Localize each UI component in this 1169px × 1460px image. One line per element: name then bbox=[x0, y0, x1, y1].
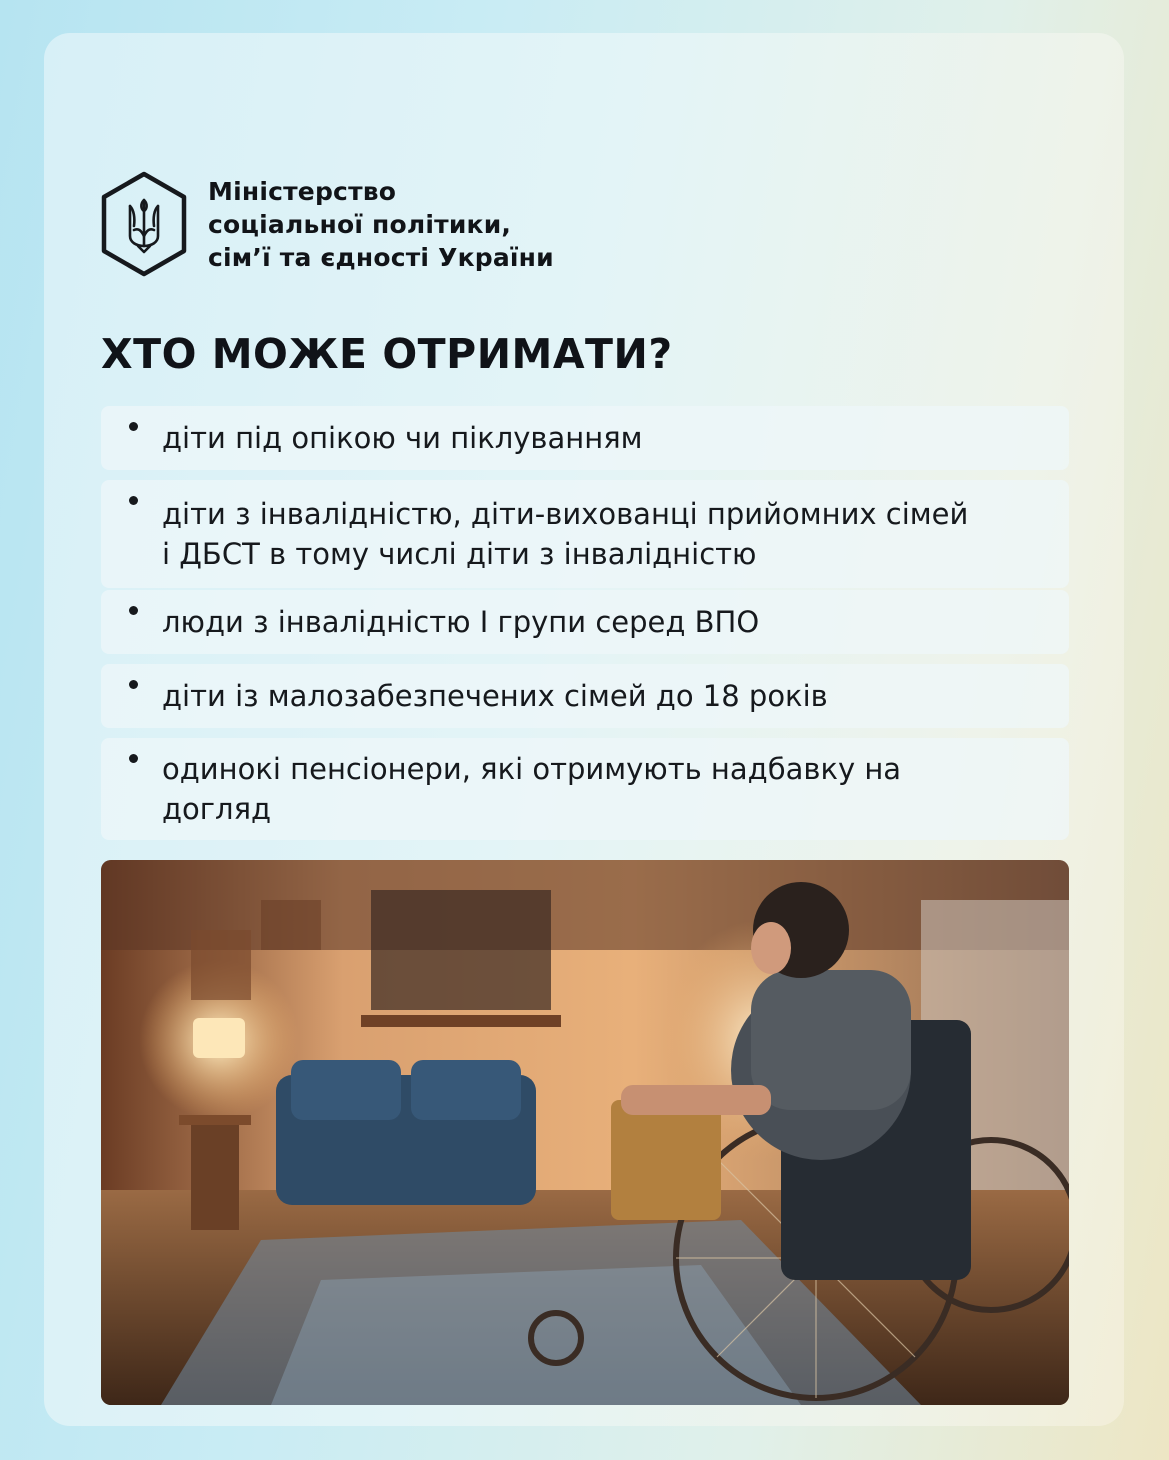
ministry-name-line-2: соціальної політики, bbox=[208, 209, 512, 239]
list-item-text: діти під опікою чи піклуванням bbox=[162, 421, 643, 455]
list-item bbox=[101, 664, 1069, 728]
ministry-name-line-3: сім’ї та єдності України bbox=[208, 242, 554, 272]
bullet-icon bbox=[129, 606, 138, 615]
page-title: ХТО МОЖЕ ОТРИМАТИ? bbox=[101, 330, 673, 378]
bullet-icon bbox=[129, 496, 138, 505]
bullet-icon bbox=[129, 422, 138, 431]
ministry-name bbox=[208, 175, 554, 274]
trident-emblem-icon bbox=[100, 170, 188, 278]
ministry-header bbox=[100, 170, 554, 278]
list-item bbox=[101, 480, 1069, 588]
ministry-name-line-1: Міністерство bbox=[208, 176, 397, 206]
wheelchair-child-photo bbox=[101, 860, 1069, 1405]
list-item bbox=[101, 406, 1069, 470]
bullet-icon bbox=[129, 680, 138, 689]
list-item bbox=[101, 590, 1069, 654]
list-item-text: діти із малозабезпечених сімей до 18 років bbox=[162, 679, 828, 713]
list-item-text: люди з інвалідністю І групи серед ВПО bbox=[162, 605, 760, 639]
list-item-text: одинокі пенсіонери, які отримують надбавку на догляд bbox=[162, 752, 902, 826]
bullet-icon bbox=[129, 754, 138, 763]
list-item-text: діти з інвалідністю, діти-вихованці прийомних сімей і ДБСТ в тому числі діти з інвалідністю bbox=[162, 497, 969, 571]
list-item bbox=[101, 738, 1069, 840]
